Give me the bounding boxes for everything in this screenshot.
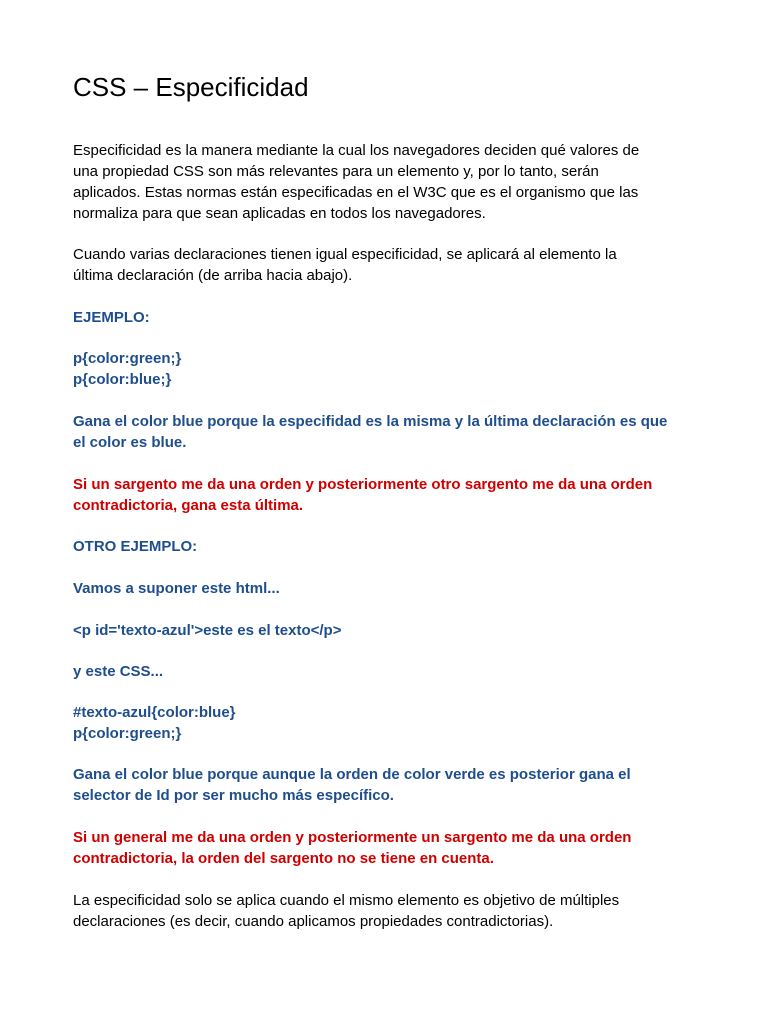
example2-css-intro: y este CSS...	[73, 663, 164, 680]
intro-line: aplicados. Estas normas están especificadas en el W3C que es el organismo que las	[73, 184, 639, 201]
rule-paragraph	[73, 244, 703, 286]
analogy-line: Si un sargento me da una orden y posteriormente otro sargento me da una orden	[73, 476, 653, 493]
analogy-line: Si un general me da una orden y posteriormente un sargento me da una orden	[73, 829, 632, 846]
example2-html-code: <p id='texto-azul'>este es el texto</p>	[73, 622, 342, 639]
page-title: CSS – Especificidad	[73, 72, 309, 102]
example1-code	[73, 348, 703, 390]
analogy-line: contradictoria, la orden del sargento no se tiene en cuenta.	[73, 850, 494, 867]
conclusion-paragraph	[73, 890, 703, 932]
code-line: p{color:green;}	[73, 350, 182, 367]
example2-code	[73, 702, 703, 744]
example1-analogy	[73, 474, 703, 516]
explanation-line: Gana el color blue porque aunque la orden de color verde es posterior gana el	[73, 766, 631, 783]
intro-line: normaliza para que sean aplicadas en todos los navegadores.	[73, 205, 486, 222]
example2-intro: Vamos a suponer este html...	[73, 580, 280, 597]
rule-line: última declaración (de arriba hacia abajo).	[73, 267, 353, 284]
example2-explanation	[73, 764, 703, 806]
explanation-line: Gana el color blue porque la especifidad es la misma y la última declaración es que	[73, 413, 668, 430]
example1-heading: EJEMPLO:	[73, 309, 150, 326]
rule-line: Cuando varias declaraciones tienen igual especificidad, se aplicará al elemento la	[73, 246, 617, 263]
code-line: p{color:green;}	[73, 725, 182, 742]
intro-paragraph	[73, 140, 703, 224]
intro-line: una propiedad CSS son más relevantes para un elemento y, por lo tanto, serán	[73, 163, 599, 180]
analogy-line: contradictoria, gana esta última.	[73, 497, 304, 514]
conclusion-line: declaraciones (es decir, cuando aplicamos propiedades contradictorias).	[73, 913, 554, 930]
example2-heading: OTRO EJEMPLO:	[73, 538, 198, 555]
intro-line: Especificidad es la manera mediante la cual los navegadores deciden qué valores de	[73, 142, 640, 159]
conclusion-line: La especificidad solo se aplica cuando el mismo elemento es objetivo de múltiples	[73, 892, 620, 909]
code-line: #texto-azul{color:blue}	[73, 704, 236, 721]
example2-analogy	[73, 827, 703, 869]
code-line: p{color:blue;}	[73, 371, 172, 388]
example1-explanation	[73, 411, 703, 453]
explanation-line: selector de Id por ser mucho más específico.	[73, 787, 394, 804]
explanation-line: el color es blue.	[73, 434, 187, 451]
